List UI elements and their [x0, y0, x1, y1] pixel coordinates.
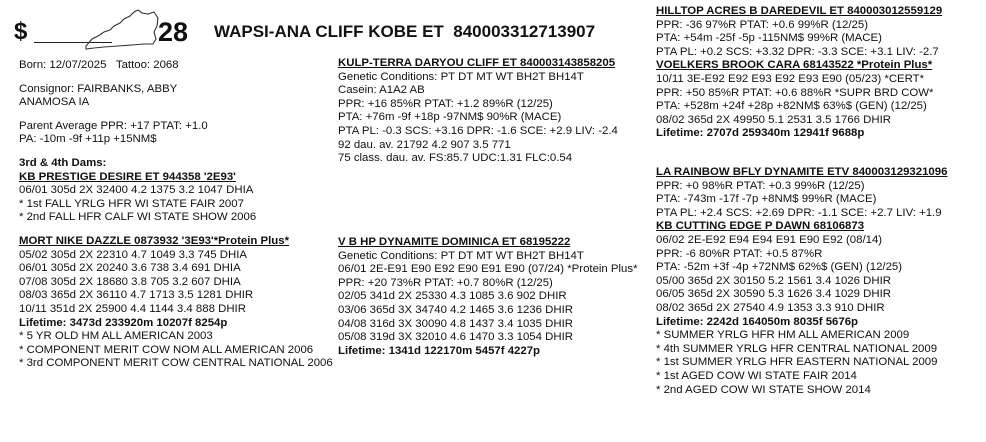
dam-record: 04/08 316d 3X 30090 4.8 1437 3.4 1035 DHIR	[338, 317, 573, 330]
fourth-dam-lifetime: Lifetime: 3473d 233920m 10207f 8254p	[19, 316, 228, 329]
dam-of-sire-detail: PPR: +50 85%R PTAT: +0.6 88%R *SUPR BRD COW*	[656, 86, 934, 99]
tattoo: Tattoo: 2068	[115, 59, 179, 71]
left-column	[19, 59, 333, 371]
dam-of-dam-record: 05/00 365d 2X 30150 5.2 1561 3.4 1026 DHIR	[656, 274, 891, 287]
born-date: Born: 12/07/2025	[19, 59, 107, 71]
fourth-dam-name: MORT NIKE DAZZLE 0873932 '3E93'*Protein Plus*	[19, 234, 290, 247]
kentucky-state-icon	[84, 6, 160, 52]
sire-detail: PPR: +16 85%R PTAT: +1.2 89%R (12/25)	[338, 97, 553, 110]
parent-average: Parent Average PPR: +17 PTAT: +1.0	[19, 119, 208, 132]
third-dam-name: KB PRESTIGE DESIRE ET 944358 '2E93'	[19, 170, 236, 183]
animal-name: WAPSI-ANA CLIFF KOBE ET	[214, 22, 444, 41]
fourth-dam-award: * 5 YR OLD HM ALL AMERICAN 2003	[19, 330, 213, 343]
dam-of-dam-award: * SUMMER YRLG HFR HM ALL AMERICAN 2009	[656, 329, 910, 342]
price-currency: $	[14, 18, 28, 45]
sire-of-dam-name: LA RAINBOW BFLY DYNAMITE ETV 840003129321096	[656, 166, 948, 178]
middle-column	[338, 57, 618, 166]
third-dam-record: 06/01 305d 2X 32400 4.2 1375 3.2 1047 DHIA	[19, 184, 254, 197]
dam-record: 03/06 365d 3X 34740 4.2 1465 3.6 1236 DHIR	[338, 303, 573, 316]
dam-of-dam-award: * 1st SUMMER YRLG HFR EASTERN NATIONAL 2009	[656, 356, 938, 369]
fourth-dam-award: * COMPONENT MERIT COW NOM ALL AMERICAN 2006	[19, 343, 314, 356]
dam-of-dam-name: KB CUTTING EDGE P DAWN 68106873	[656, 220, 865, 233]
dam-section	[338, 236, 638, 358]
sire-of-sire-detail: PTA: +54m -25f -5p -115NM$ 99%R (MACE)	[656, 32, 882, 45]
sire-of-dam-detail: PTA: -743m -17f -7p +8NM$ 99%R (MACE)	[656, 193, 877, 206]
dam-of-sire-detail: PTA: +528m +24f +28p +82NM$ 63%$ (GEN) (12/25)	[656, 100, 927, 113]
dams-heading: 3rd & 4th Dams:	[19, 156, 107, 169]
consignor-location: ANAMOSA IA	[19, 96, 90, 109]
dam-detail: Genetic Conditions: PT DT MT WT BH2T BH14T	[338, 249, 584, 262]
sire-of-dam-detail: PPR: +0 98%R PTAT: +0.3 99%R (12/25)	[656, 179, 865, 192]
dam-of-dam-record: 08/02 365d 2X 27540 4.9 1353 3.3 910 DHIR	[656, 301, 885, 314]
sire-of-sire-detail: PTA PL: +0.2 SCS: +3.32 DPR: -3.3 SCE: +3.1 LIV: -2.7	[656, 45, 939, 58]
dam-name: V B HP DYNAMITE DOMINICA ET 68195222	[338, 236, 571, 248]
sire-detail: 75 class. dau. av. FS:85.7 UDC:1.31 FLC:0.54	[338, 152, 573, 165]
dam-of-dam-detail: PTA: -52m +3f -4p +72NM$ 62%$ (GEN) (12/25)	[656, 261, 903, 274]
dam-of-dam-lifetime: Lifetime: 2242d 164050m 8035f 5676p	[656, 315, 858, 328]
dam-of-sire-name: VOELKERS BROOK CARA 68143522 *Protein Plus*	[656, 59, 933, 72]
animal-title	[214, 22, 595, 42]
fourth-dam-record: 10/11 351d 2X 25900 4.4 1144 3.4 888 DHIR	[19, 302, 246, 315]
right-column-lower	[656, 166, 947, 397]
sire-detail: PTA PL: -0.3 SCS: +3.16 DPR: -1.6 SCE: +2.9 LIV: -2.4	[338, 124, 618, 137]
third-dam-award: * 2nd FALL HFR CALF WI STATE SHOW 2006	[19, 211, 257, 224]
fourth-dam-award: * 3rd COMPONENT MERIT COW CENTRAL NATIONAL 2006	[19, 357, 333, 370]
dam-of-dam-record: 06/05 365d 2X 30590 5.3 1626 3.4 1029 DHIR	[656, 288, 891, 301]
birth-tattoo-line	[19, 59, 333, 73]
dam-of-dam-award: * 2nd AGED COW WI STATE SHOW 2014	[656, 383, 871, 396]
dam-of-sire-detail: 10/11 3E-E92 E92 E93 E92 E93 E90 (05/23) *CERT*	[656, 72, 925, 85]
animal-registration: 840003312713907	[453, 22, 596, 41]
dam-of-dam-detail: PPR: -6 80%R PTAT: +0.5 87%R	[656, 247, 823, 260]
sire-of-sire-detail: PPR: -36 97%R PTAT: +0.6 99%R (12/25)	[656, 18, 868, 31]
third-dam-award: * 1st FALL YRLG HFR WI STATE FAIR 2007	[19, 197, 244, 210]
dam-of-sire-lifetime: Lifetime: 2707d 259340m 12941f 9688p	[656, 127, 865, 140]
dam-lifetime: Lifetime: 1341d 122170m 5457f 4227p	[338, 344, 540, 357]
dam-record: 02/05 341d 2X 25330 4.3 1085 3.6 902 DHIR	[338, 290, 567, 303]
lot-number: 28	[158, 17, 189, 47]
parent-average-pta: PA: -10m -9f +11p +15NM$	[19, 133, 157, 146]
consignor: Consignor: FAIRBANKS, ABBY	[19, 82, 178, 95]
fourth-dam-record: 06/01 305d 2X 20240 3.6 738 3.4 691 DHIA	[19, 262, 241, 275]
sire-detail: 92 dau. av. 21792 4.2 907 3.5 771	[338, 138, 511, 151]
dam-of-sire-record: 08/02 365d 2X 49950 5.1 2531 3.5 1766 DHIR	[656, 113, 891, 126]
sire-detail: Casein: A1A2 AB	[338, 84, 425, 97]
sire-detail: PTA: +76m -9f +18p -97NM$ 90%R (MACE)	[338, 111, 562, 124]
sire-of-sire-name: HILLTOP ACRES B DAREDEVIL ET 840003012559129	[656, 5, 943, 17]
right-column	[656, 5, 942, 141]
sire-detail: Genetic Conditions: PT DT MT WT BH2T BH14T	[338, 70, 584, 83]
dam-detail: 06/01 2E-E91 E90 E92 E90 E91 E90 (07/24) *Protein Plus*	[338, 263, 638, 276]
sire-name: KULP-TERRA DARYOU CLIFF ET 840003143858205	[338, 57, 616, 69]
dam-of-dam-award: * 1st AGED COW WI STATE FAIR 2014	[656, 369, 857, 382]
dam-of-dam-award: * 4th SUMMER YRLG HFR CENTRAL NATIONAL 2009	[656, 342, 938, 355]
dam-of-dam-detail: 06/02 2E-E92 E94 E94 E91 E90 E92 (08/14)	[656, 233, 883, 246]
fourth-dam-record: 05/02 305d 2X 22310 4.7 1049 3.3 745 DHIA	[19, 248, 247, 261]
sire-of-dam-detail: PTA PL: +2.4 SCS: +2.69 DPR: -1.1 SCE: +2.7 LIV: +1.9	[656, 206, 942, 219]
dam-detail: PPR: +20 73%R PTAT: +0.7 80%R (12/25)	[338, 276, 553, 289]
fourth-dam-record: 08/03 365d 2X 36110 4.7 1713 3.5 1281 DHIR	[19, 289, 254, 302]
dam-record: 05/08 319d 3X 32010 4.6 1470 3.3 1054 DHIR	[338, 331, 573, 344]
fourth-dam-record: 07/08 305d 2X 18680 3.8 705 3.2 607 DHIA	[19, 275, 241, 288]
